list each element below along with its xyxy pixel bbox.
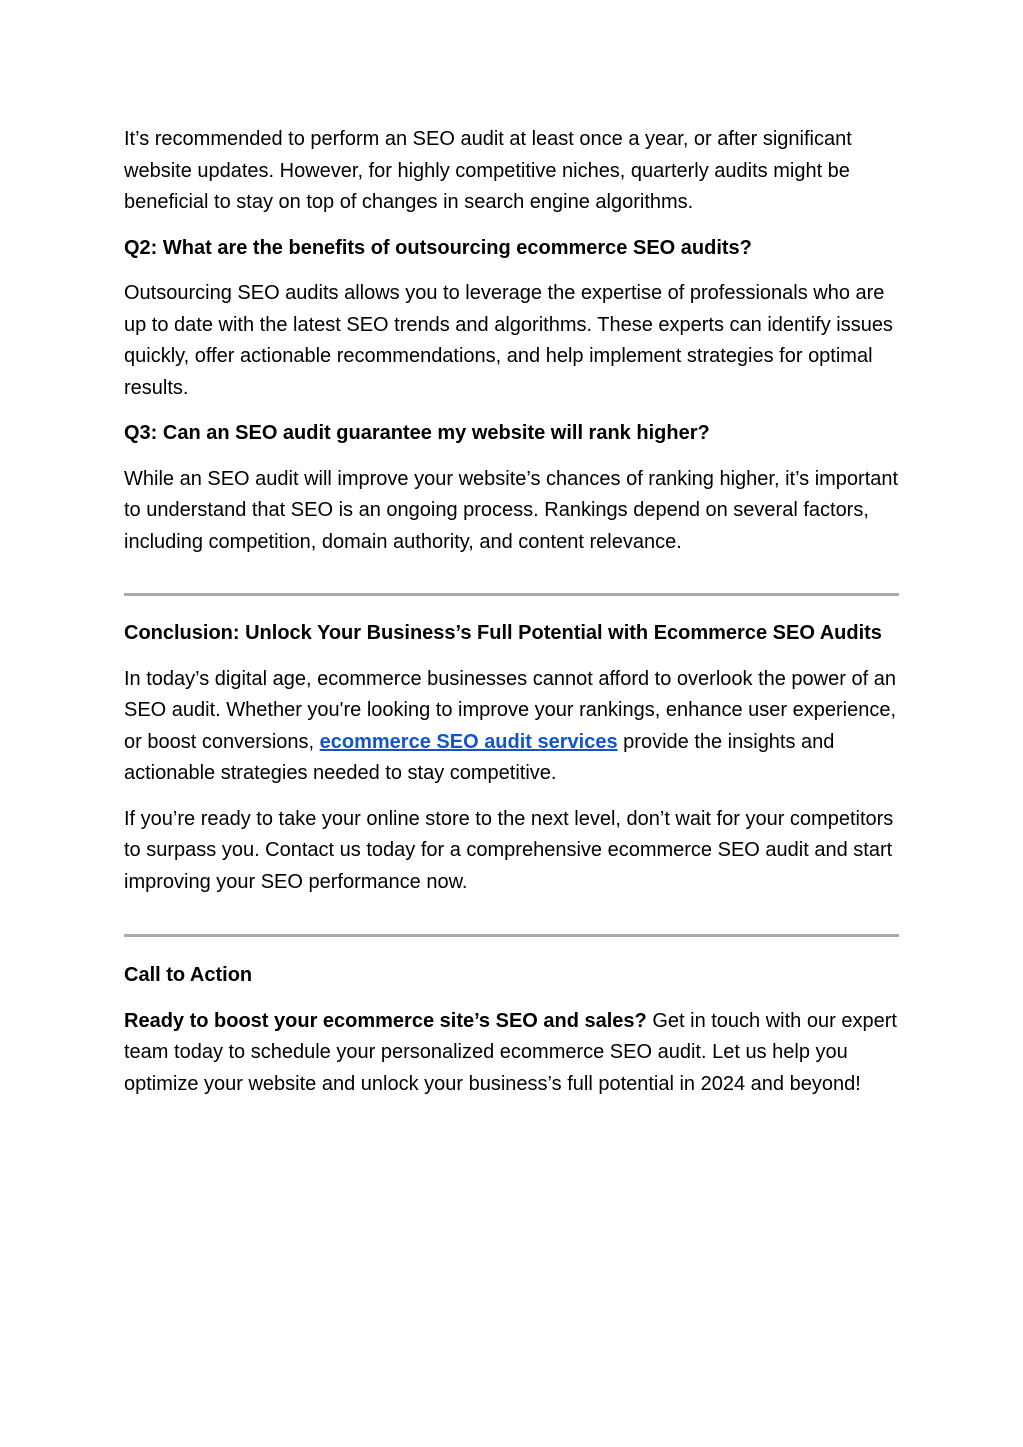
faq-q1-answer: It’s recommended to perform an SEO audit at least once a year, or after significant website updates. However, for highly competitive niches, quarterly audits might be beneficial to stay on top of changes in search engine algorithms. [124, 128, 852, 213]
section-divider [124, 934, 899, 937]
conclusion-text-after-link: provide the insights and actionable strategies needed to stay competitive. [124, 730, 835, 784]
cta-body-text: Get in touch with our expert team today to schedule your personalized ecommerce SEO audit. Let us help you optimize your website and unlock your business’s full potential in 2024 and beyond! [124, 1009, 897, 1095]
conclusion-paragraph [124, 664, 899, 790]
faq-q3-answer: While an SEO audit will improve your website’s chances of ranking higher, it’s important to understand that SEO is an ongoing process. Rankings depend on several factors, including competition, domain authority, and content relevance. [124, 467, 899, 553]
conclusion-text-before-link: In today’s digital age, ecommerce businesses cannot afford to overlook the power of an SEO audit. Whether you're looking to improve your rankings, enhance user experience, or boost conversions, [124, 667, 897, 753]
seo-audit-services-link[interactable]: ecommerce SEO audit services [319, 730, 618, 753]
faq-q3-question: Q3: Can an SEO audit guarantee my website will rank higher? [124, 422, 710, 444]
cta-bold-lead: Ready to boost your ecommerce site’s SEO and sales? [124, 1009, 647, 1032]
cta-heading: Call to Action [124, 964, 253, 986]
conclusion-heading: Conclusion: Unlock Your Business’s Full Potential with Ecommerce SEO Audits [124, 622, 882, 644]
section-divider [124, 593, 899, 596]
faq-q2-answer: Outsourcing SEO audits allows you to leverage the expertise of professionals who are up to date with the latest SEO trends and algorithms. These experts can identify issues quickly, offer actionable recommendations, and help implement strategies for optimal results. [124, 282, 893, 399]
faq-q2-question: Q2: What are the benefits of outsourcing ecommerce SEO audits? [124, 236, 752, 259]
document-page [124, 124, 899, 1114]
cta-paragraph [124, 1006, 899, 1101]
conclusion-paragraph-2: If you’re ready to take your online store to the next level, don’t wait for your competitors to surpass you. Contact us today for a comprehensive ecommerce SEO audit and start improving your SEO performance now. [124, 807, 894, 893]
